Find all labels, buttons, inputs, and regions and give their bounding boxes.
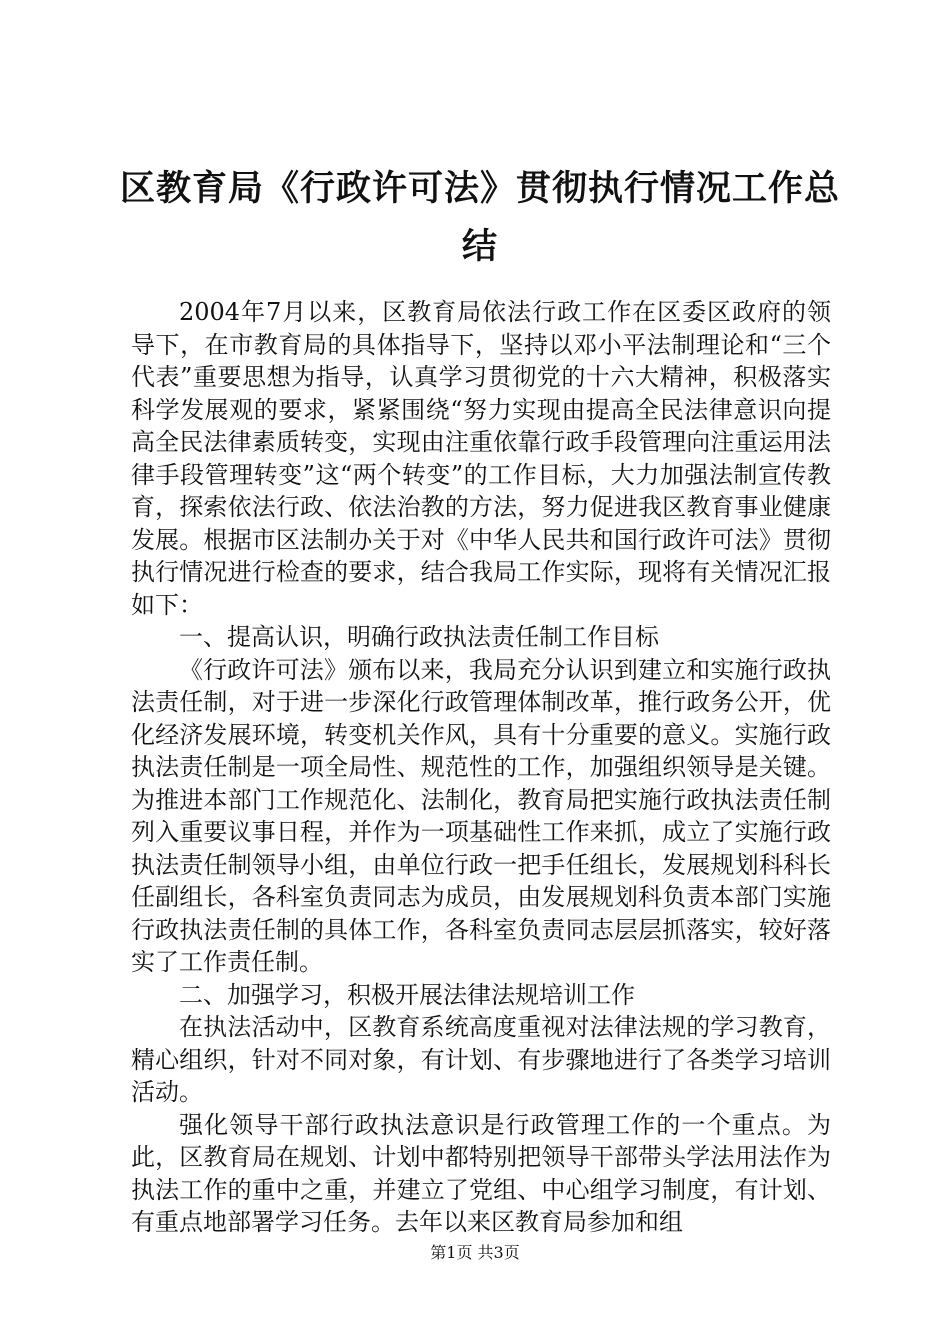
- paragraph-section-1: 《行政许可法》颁布以来，我局充分认识到建立和实施行政执法责任制，对于进一步深化行政管理体制改革，推行政务公开，优化经济发展环境，转变机关作风，具有十分重要的意义。实施行政执法责任制是一项全局性、规范性的工作，加强组织领导是关键。为推进本部门工作规范化、法制化，教育局把实施行政执法责任制列入重要议事日程，并作为一项基础性工作来抓，成立了实施行政执法责任制领导小组，由单位行政一把手任组长，发展规划科科长任副组长，各科室负责同志为成员，由发展规划科负责本部门实施行政执法责任制的具体工作，各科室负责同志层层抓落实，较好落实了工作责任制。: [131, 655, 831, 976]
- page-footer: [0, 1242, 950, 1264]
- document-body: [131, 296, 831, 1239]
- paragraph-section-2b: 强化领导干部行政执法意识是行政管理工作的一个重点。为此，区教育局在规划、计划中都特别把领导干部带头学法用法作为执法工作的重中之重，并建立了党组、中心组学习制度，有计划、有重点地部署学习任务。去年以来区教育局参加和组: [131, 1110, 831, 1236]
- paragraph-intro: 2004年7月以来，区教育局依法行政工作在区委区政府的领导下，在市教育局的具体指导下，坚持以邓小平法制理论和“三个代表”重要思想为指导，认真学习贯彻党的十六大精神，积极落实科学发展观的要求，紧紧围绕“努力实现由提高全民法律意识向提高全民法律素质转变，实现由注重依靠行政手段管理向注重运用法律手段管理转变”这“两个转变”的工作目标，大力加强法制宣传教育，探索依法行政、依法治教的方法，努力促进我区教育事业健康发展。根据市区法制办关于对《中华人民共和国行政许可法》贯彻执行情况进行检查的要求，结合我局工作实际，现将有关情况汇报如下：: [131, 298, 831, 619]
- page-indicator: 第1页 共3页: [430, 1243, 520, 1262]
- section-heading-2: 二、加强学习，积极开展法律法规培训工作: [179, 980, 635, 1009]
- paragraph-section-2a: 在执法活动中，区教育系统高度重视对法律法规的学习教育，精心组织，针对不同对象，有计划、有步骤地进行了各类学习培训活动。: [131, 1013, 831, 1106]
- section-heading-1: 一、提高认识，明确行政执法责任制工作目标: [179, 623, 659, 651]
- document-title: 区教育局《行政许可法》贯彻执行情况工作总结: [120, 169, 841, 267]
